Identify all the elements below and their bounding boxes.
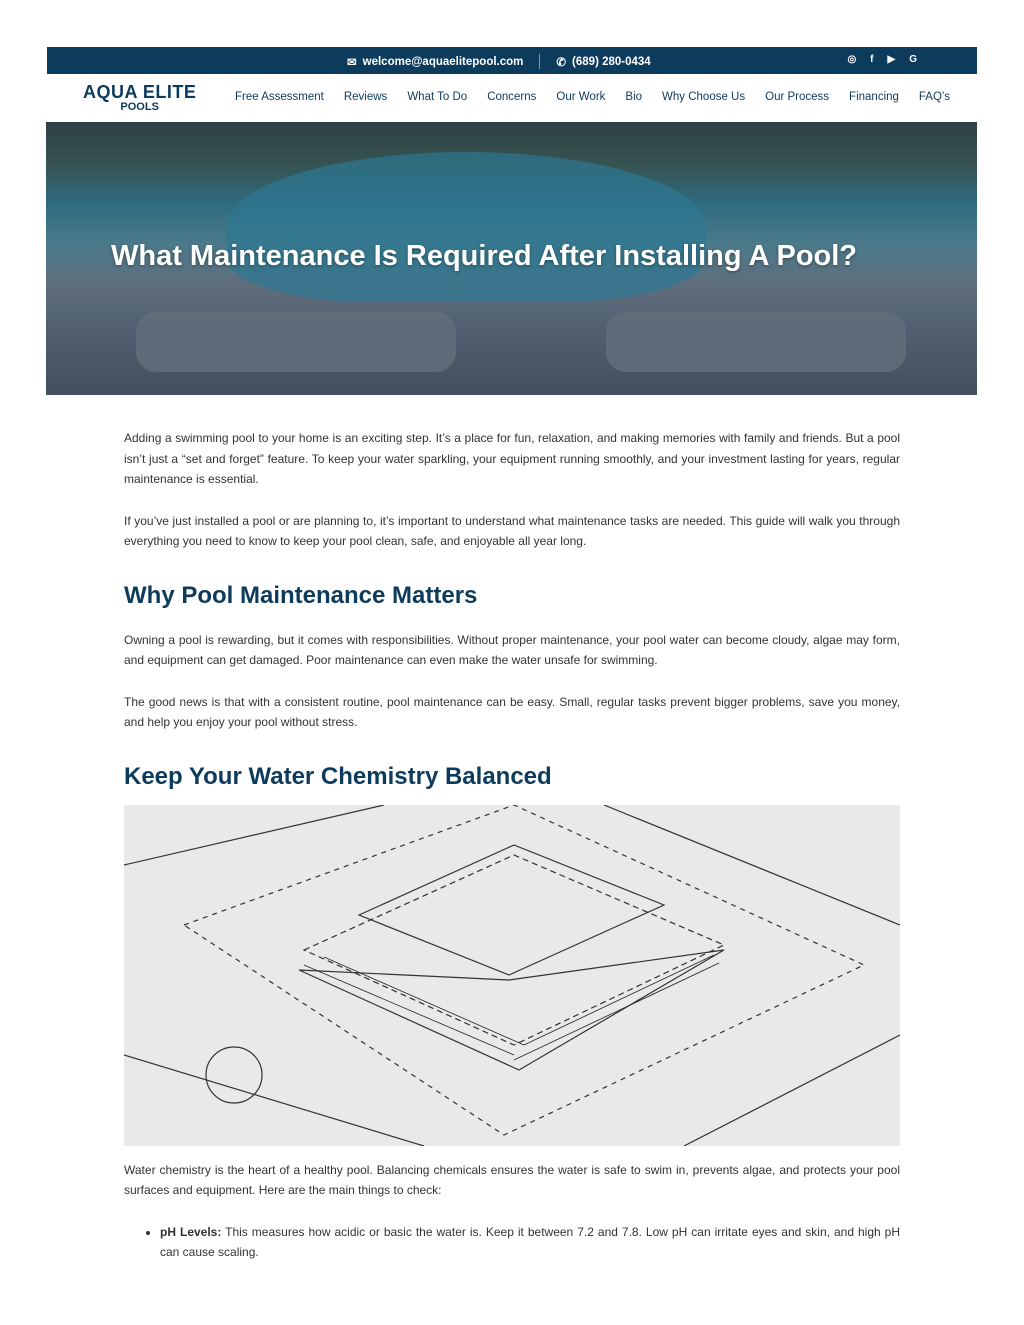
- main-nav: [47, 74, 977, 122]
- section-heading: Why Pool Maintenance Matters: [124, 581, 478, 609]
- google-icon[interactable]: G: [909, 54, 917, 65]
- email-link[interactable]: welcome@aquaelitepool.com: [362, 55, 524, 68]
- chemistry-list: [160, 1222, 900, 1263]
- paragraph: Owning a pool is rewarding, but it comes with responsibilities. Without proper maintenance, your pool water can become cloudy, algae may form, and equipment can get damaged. Poor maintenance can even make the water unsafe for swimming.: [124, 632, 900, 667]
- list-item-text: This measures how acidic or basic the water is. Keep it between 7.2 and 7.8. Low pH can irritate eyes and skin, and high pH can cause scaling.: [160, 1224, 901, 1259]
- top-contact-bar: [47, 47, 977, 74]
- list-item: [160, 1222, 900, 1263]
- section-heading: Keep Your Water Chemistry Balanced: [124, 762, 552, 790]
- paragraph: The good news is that with a consistent routine, pool maintenance can be easy. Small, regular tasks prevent bigger problems, save you money, and help you enjoy your pool without stress.: [124, 694, 900, 729]
- logo-line1: AQUA ELITE: [83, 82, 197, 102]
- logo[interactable]: [83, 82, 196, 113]
- nav-bio[interactable]: Bio: [625, 91, 643, 103]
- youtube-icon[interactable]: ▶: [887, 54, 896, 65]
- hero-banner: [46, 122, 977, 395]
- paragraph: Adding a swimming pool to your home is an exciting step. It’s a place for fun, relaxation, and making memories with family and friends. But a pool isn’t just a “set and forget” feature. To keep your water sparkling, your equipment running smoothly, and your investment lasting for years, regular maintenance is essential.: [124, 431, 900, 486]
- page-title: What Maintenance Is Required After Installing A Pool?: [111, 240, 858, 272]
- list-item-label: pH Levels:: [160, 1224, 222, 1239]
- pool-blueprint-sketch-image: [124, 805, 900, 1146]
- logo-line2: POOLS: [120, 101, 159, 113]
- phone-link[interactable]: (689) 280-0434: [572, 55, 651, 68]
- phone-icon: ✆: [556, 56, 567, 69]
- nav-concerns[interactable]: Concerns: [487, 91, 537, 103]
- nav-free-assessment[interactable]: Free Assessment: [235, 91, 324, 103]
- nav-our-process[interactable]: Our Process: [765, 91, 830, 103]
- nav-why-choose-us[interactable]: Why Choose Us: [662, 91, 746, 103]
- instagram-icon[interactable]: ◎: [847, 54, 857, 65]
- paragraph: If you’ve just installed a pool or are planning to, it’s important to understand what maintenance tasks are needed. This guide will walk you through everything you need to know to keep your pool clean, safe, and enjoyable all year long.: [124, 513, 900, 548]
- nav-our-work[interactable]: Our Work: [556, 91, 606, 103]
- divider: [539, 54, 540, 69]
- nav-what-to-do[interactable]: What To Do: [407, 91, 468, 103]
- article-body: [124, 428, 900, 1263]
- nav-faqs[interactable]: FAQ’s: [918, 91, 951, 103]
- nav-financing[interactable]: Financing: [849, 91, 899, 103]
- mail-icon: ✉: [347, 56, 357, 69]
- paragraph: Water chemistry is the heart of a healthy pool. Balancing chemicals ensures the water is safe to swim in, prevents algae, and protects your pool surfaces and equipment. Here are the main things to check:: [124, 1162, 900, 1197]
- nav-reviews[interactable]: Reviews: [343, 91, 388, 103]
- facebook-icon[interactable]: f: [870, 54, 874, 65]
